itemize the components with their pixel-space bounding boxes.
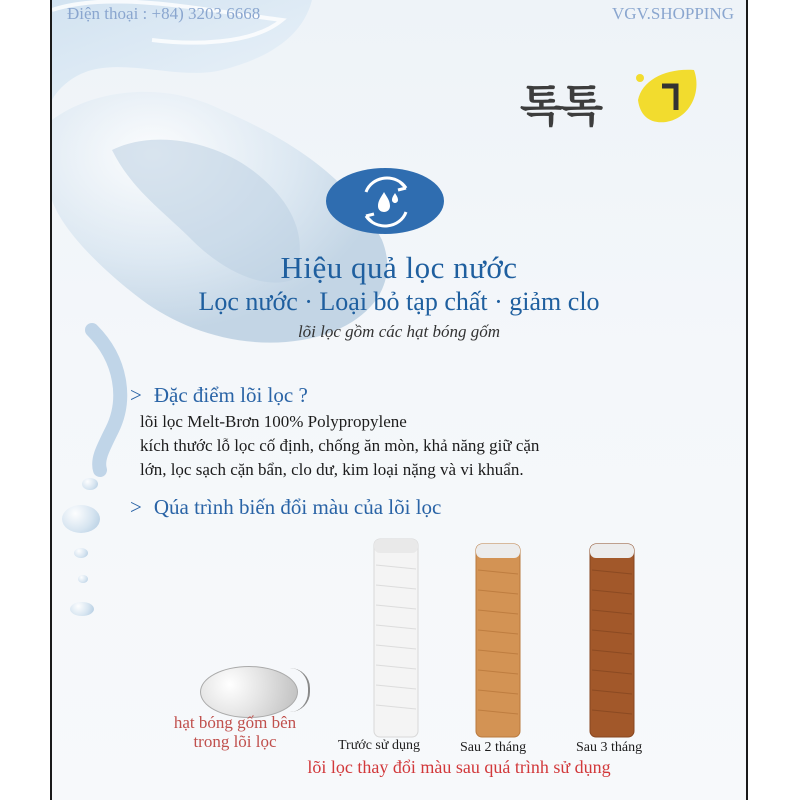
water-droplet	[62, 505, 100, 533]
cartridge-label-2-months: Sau 2 tháng	[460, 740, 527, 755]
headline-subtitle: Lọc nước · Loại bỏ tạp chất · giảm clo	[198, 287, 600, 316]
water-droplet	[78, 575, 88, 583]
brand-logo	[520, 62, 720, 132]
phone-number: Điện thoại : +84) 3203 6668	[67, 4, 261, 23]
ceramic-beads-image	[200, 666, 298, 718]
feature-line: lõi lọc Melt-Brơn 100% Polypropylene	[140, 412, 407, 431]
features-body	[140, 410, 740, 482]
water-recycle-icon	[326, 168, 444, 234]
feature-line: lớn, lọc sạch cặn bẩn, clo dư, kim loại nặng và vi khuẩn.	[140, 460, 524, 479]
cartridge-2-months	[472, 540, 524, 740]
product-banner	[52, 0, 746, 800]
leaf-logo-icon	[632, 66, 706, 126]
water-droplet	[70, 602, 94, 616]
cartridge-label-new: Trước sử dụng	[338, 738, 420, 753]
logo-text: 톡톡	[520, 81, 602, 132]
headline-caption: lõi lọc gồm các hạt bóng gốm	[297, 322, 501, 341]
site-name: VGV.SHOPPING	[611, 4, 734, 23]
chevron-right-icon: >	[130, 495, 142, 519]
water-droplet	[74, 548, 88, 558]
features-heading-text: Đặc điểm lõi lọc ?	[153, 383, 308, 407]
water-recycle-badge	[326, 168, 452, 234]
headline-title: Hiệu quả lọc nước	[280, 250, 518, 285]
feature-line: kích thước lỗ lọc cố định, chống ăn mòn, khả năng giữ cặn	[140, 436, 540, 455]
ceramic-beads-label: hạt bóng gốm bên trong lõi lọc	[173, 713, 297, 751]
process-heading-text: Qúa trình biến đổi màu của lõi lọc	[153, 495, 442, 519]
color-change-note: lõi lọc thay đổi màu sau quá trình sử dụng	[307, 757, 611, 777]
right-border	[746, 0, 748, 800]
features-heading	[130, 383, 308, 408]
cartridge-3-months	[586, 540, 638, 740]
cartridge-new	[370, 535, 422, 740]
cartridge-label-3-months: Sau 3 tháng	[576, 740, 643, 755]
water-droplet	[82, 478, 98, 490]
process-heading	[130, 495, 441, 520]
chevron-right-icon: >	[130, 383, 142, 407]
